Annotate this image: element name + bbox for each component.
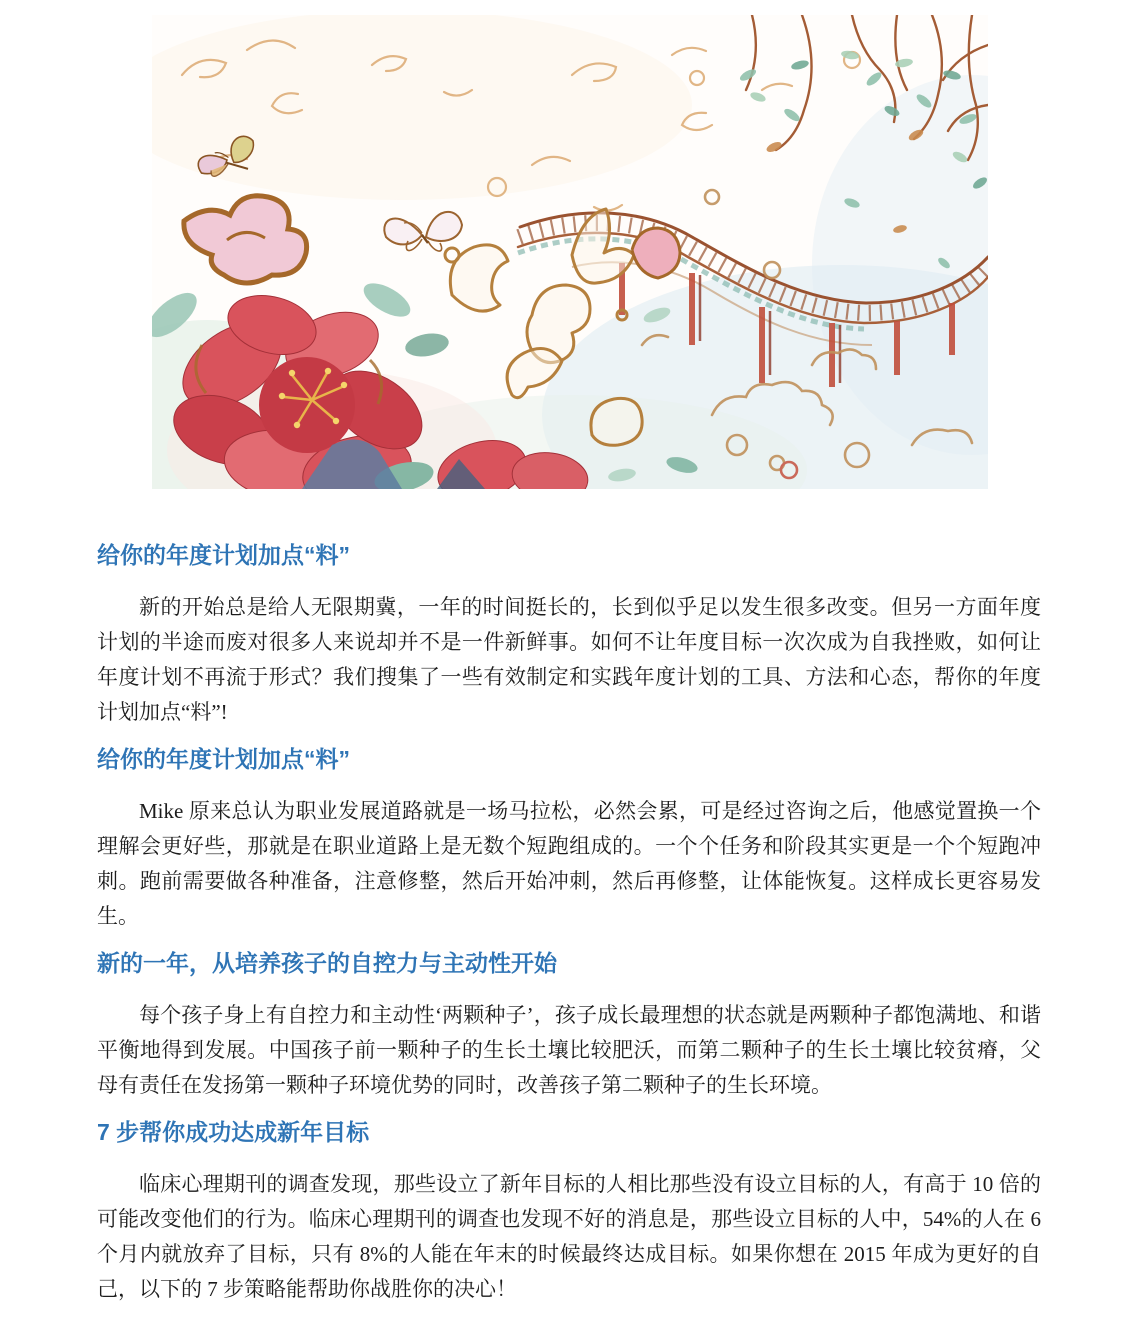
article-content (97, 540, 1041, 1321)
section-heading: 给你的年度计划加点“料” (97, 746, 350, 772)
article-section-4 (97, 1117, 1041, 1307)
section-heading: 7 步帮你成功达成新年目标 (97, 1119, 370, 1145)
section-paragraph: 每个孩子身上有自控力和主动性‘两颗种子’，孩子成长最理想的状态就是两颗种子都饱满地、和谐平衡地得到发展。中国孩子前一颗种子的生长土壤比较肥沃，而第二颗种子的生长土壤比较贫瘠，父母有责任在发扬第一颗种子环境优势的同时，改善孩子第二颗种子的生长环境。 (97, 1003, 1041, 1097)
section-paragraph: Mike 原来总认为职业发展道路就是一场马拉松，必然会累，可是经过咨询之后，他感觉置换一个理解会更好些，那就是在职业道路上是无数个短跑组成的。一个个任务和阶段其实更是一个个短跑冲刺。跑前需要做各种准备，注意修整，然后开始冲刺，然后再修整，让体能恢复。这样成长更容易发生。 (97, 799, 1041, 928)
section-paragraph: 新的开始总是给人无限期冀，一年的时间挺长的，长到似乎足以发生很多改变。但另一方面年度计划的半途而废对很多人来说却并不是一件新鲜事。如何不让年度目标一次次成为自我挫败，如何让年度计划不再流于形式？我们搜集了一些有效制定和实践年度计划的工具、方法和心态，帮你的年度计划加点“料”! (97, 595, 1041, 724)
watercolor-painting-icon (152, 15, 988, 489)
section-paragraph: 临床心理期刊的调查发现，那些设立了新年目标的人相比那些没有设立目标的人，有高于 10 倍的可能改变他们的行为。临床心理期刊的调查也发现不好的消息是，那些设立目标的人中，54%的人在 6 个月内就放弃了目标，只有 8%的人能在年末的时候最终达成目标。如果你想在 2015 年成为更好的自己，以下的 7 步策略能帮助你战胜你的决心！ (97, 1172, 1041, 1301)
article-section-3 (97, 948, 1041, 1103)
section-heading: 新的一年，从培养孩子的自控力与主动性开始 (97, 950, 557, 976)
header-illustration (152, 15, 988, 489)
article-section-2 (97, 744, 1041, 934)
section-heading: 给你的年度计划加点“料” (97, 542, 350, 568)
article-section-1 (97, 540, 1041, 730)
